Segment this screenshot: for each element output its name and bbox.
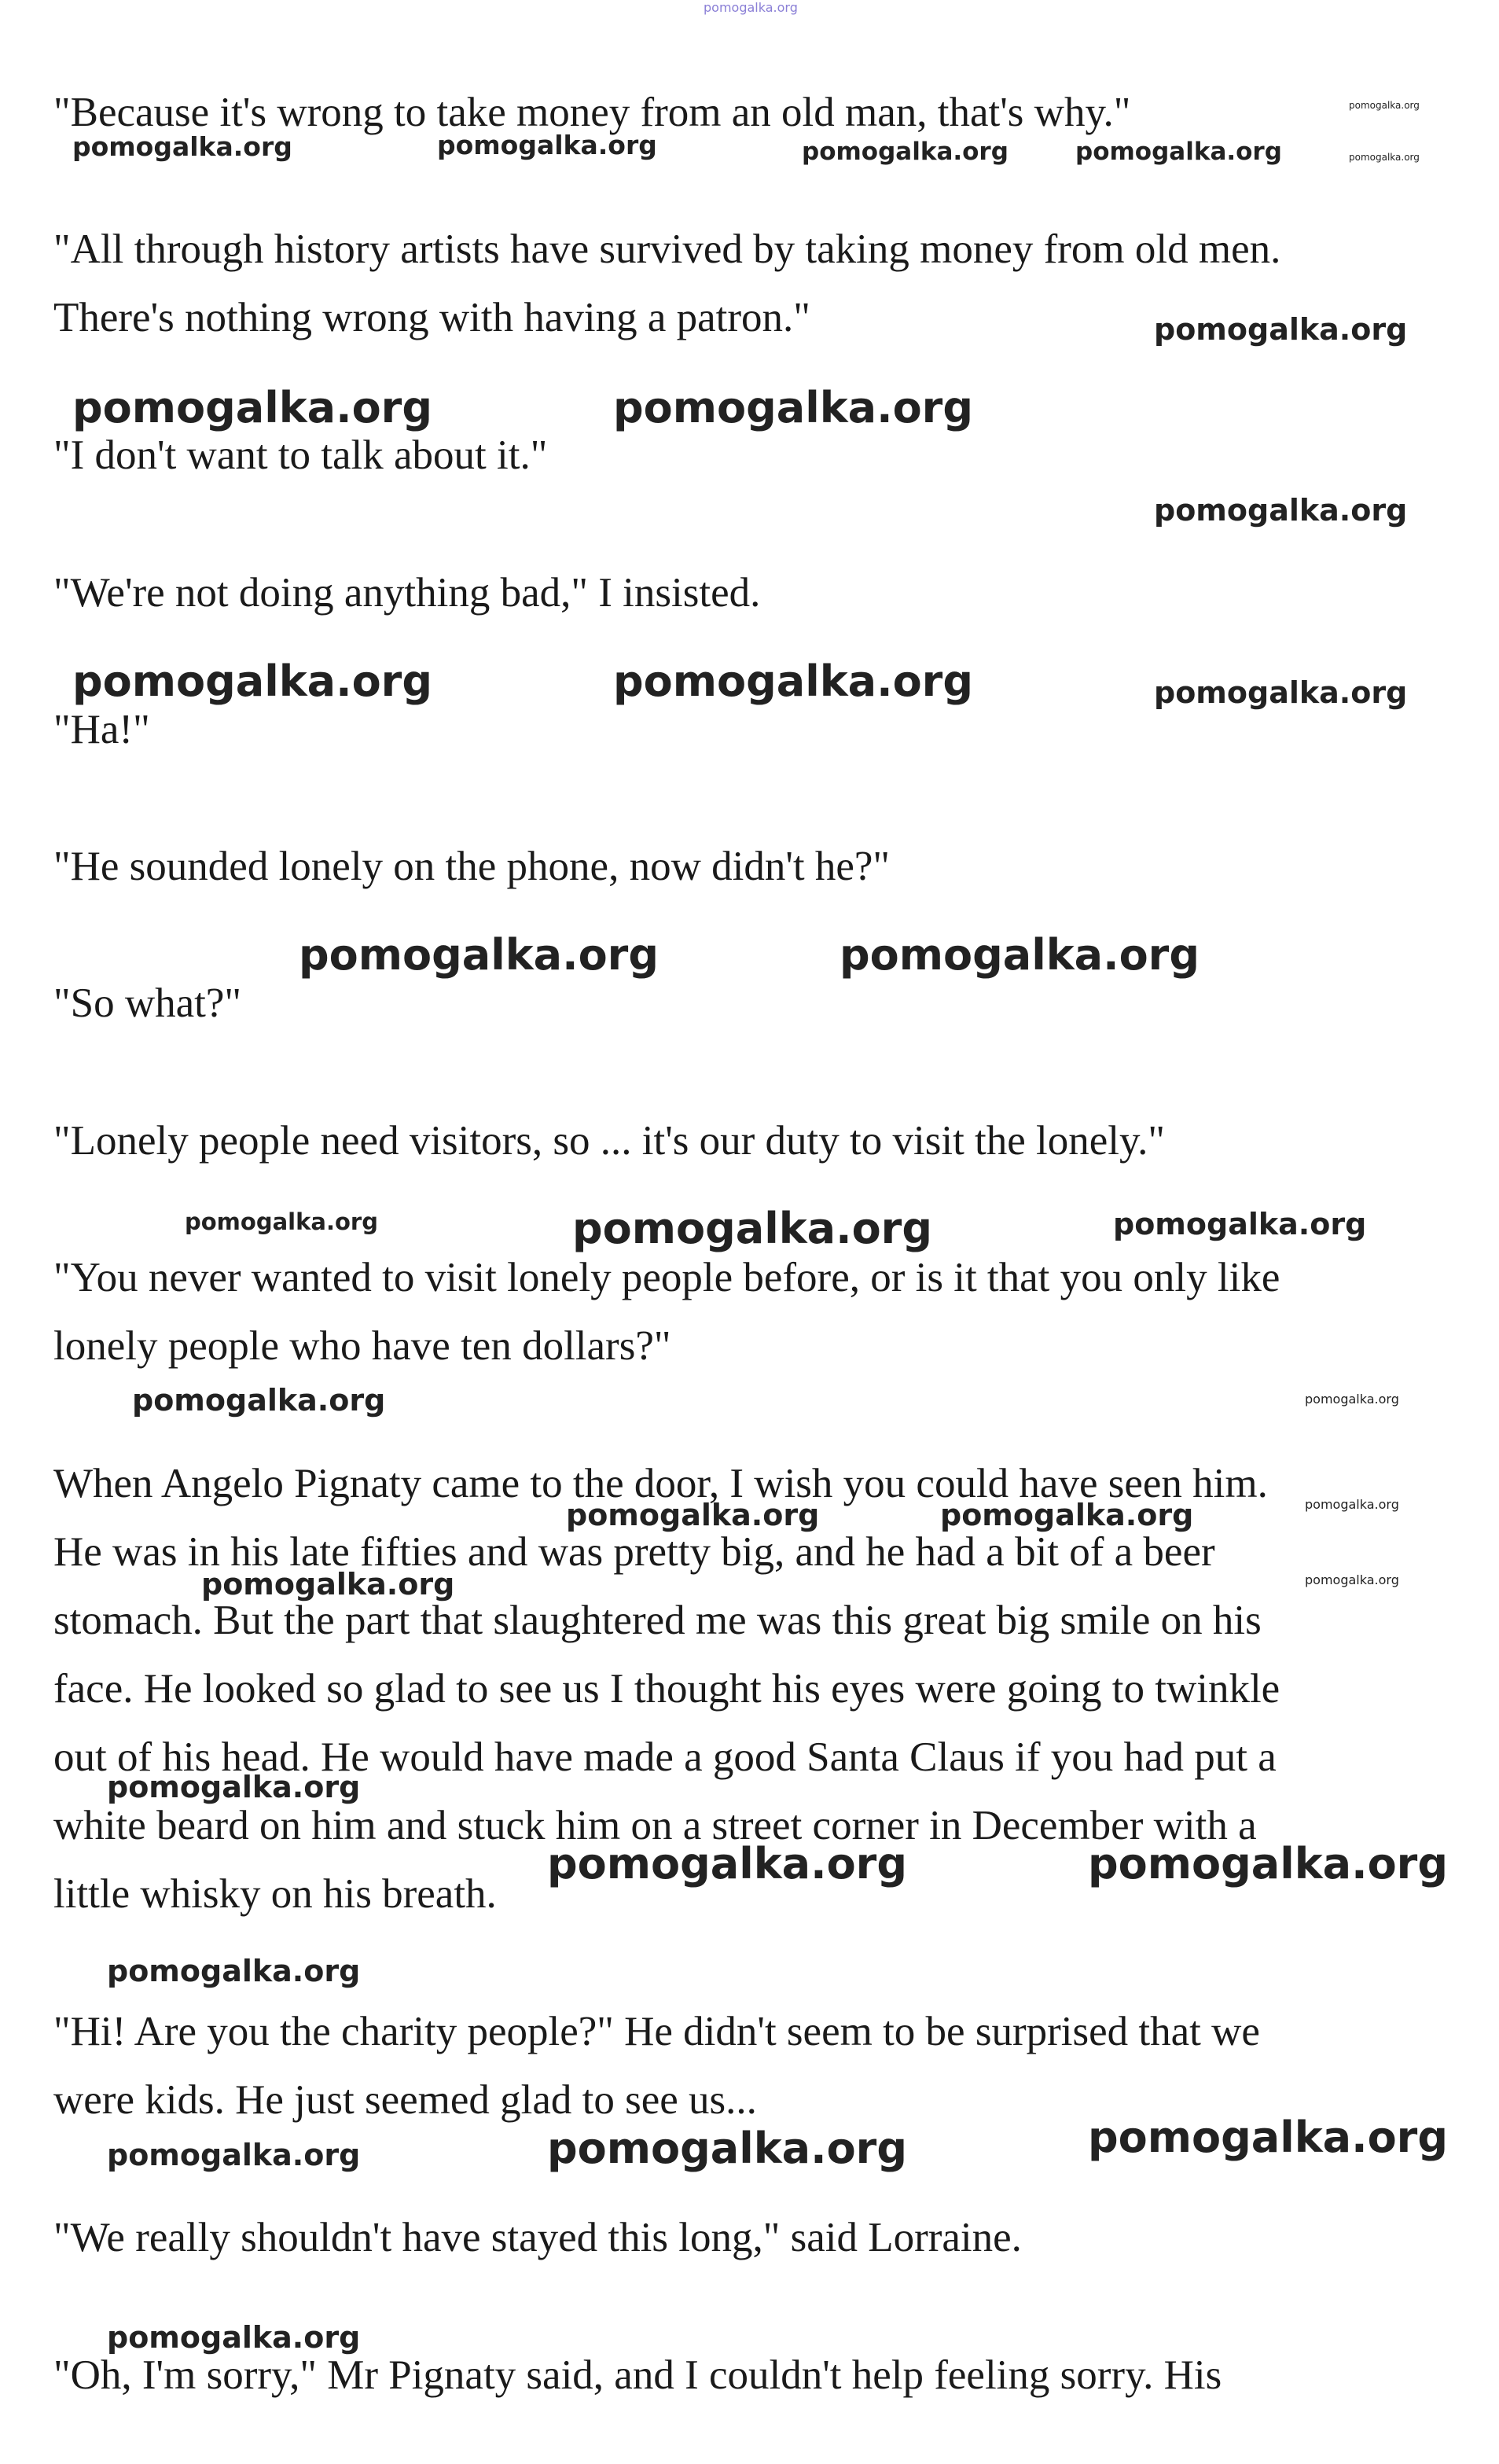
- watermark: pomogalka.org: [107, 1770, 361, 1804]
- watermark: pomogalka.org: [1349, 100, 1420, 111]
- watermark: pomogalka.org: [1305, 1572, 1399, 1587]
- watermark: pomogalka.org: [132, 1383, 386, 1418]
- paragraph-12: "We really shouldn't have stayed this long," said Lorraine.: [53, 2215, 1022, 2260]
- paragraph-8: "Lonely people need visitors, so ... it's our duty to visit the lonely.": [53, 1118, 1165, 1164]
- watermark: pomogalka.org: [1075, 138, 1282, 166]
- watermark: pomogalka.org: [613, 656, 973, 706]
- watermark: pomogalka.org: [201, 1567, 455, 1602]
- watermark: pomogalka.org: [940, 1498, 1194, 1532]
- watermark: pomogalka.org: [72, 383, 432, 432]
- paragraph-7: "So what?": [53, 980, 242, 1026]
- paragraph-6: "He sounded lonely on the phone, now didn't he?": [53, 844, 891, 889]
- watermark: pomogalka.org: [1154, 675, 1408, 710]
- watermark: pomogalka.org: [1305, 1497, 1399, 1512]
- watermark: pomogalka.org: [547, 1839, 907, 1888]
- paragraph-4: "We're not doing anything bad," I insisted.: [53, 570, 761, 616]
- watermark: pomogalka.org: [299, 930, 659, 980]
- watermark: pomogalka.org: [704, 0, 798, 15]
- watermark: pomogalka.org: [107, 2320, 361, 2355]
- watermark: pomogalka.org: [1154, 312, 1408, 347]
- watermark: pomogalka.org: [185, 1208, 378, 1235]
- watermark: pomogalka.org: [547, 2124, 907, 2173]
- paragraph-10: When Angelo Pignaty came to the door, I wish you could have seen him. He was in his late fifties and was pretty big, and he had a bit of a beer stomach. But the part that slaughtered me was this great big smile on his face. He looked so glad to see us I thought his eyes were going to twinkle out of his head. He would have made a good Santa Claus if you had put a white beard on him and stuck him on a street corner in December with a little whisky on his breath.: [53, 1461, 1280, 1917]
- watermark: pomogalka.org: [613, 383, 973, 432]
- watermark: pomogalka.org: [1349, 152, 1420, 163]
- watermark: pomogalka.org: [1305, 1392, 1399, 1407]
- paragraph-13: "Oh, I'm sorry," Mr Pignaty said, and I couldn't help feeling sorry. His: [53, 2352, 1222, 2398]
- watermark: pomogalka.org: [437, 130, 657, 160]
- watermark: pomogalka.org: [802, 138, 1009, 166]
- paragraph-11: "Hi! Are you the charity people?" He didn't seem to be surprised that we were kids. He just seemed glad to see us...: [53, 2009, 1260, 2123]
- watermark: pomogalka.org: [107, 1954, 361, 1988]
- paragraph-9: "You never wanted to visit lonely people before, or is it that you only like lonely people who have ten dollars?": [53, 1255, 1280, 1369]
- watermark: pomogalka.org: [572, 1204, 932, 1253]
- watermark: pomogalka.org: [72, 656, 432, 706]
- paragraph-2: "All through history artists have survived by taking money from old men. There's nothing wrong with having a patron.": [53, 226, 1281, 340]
- paragraph-1: "Because it's wrong to take money from an old man, that's why.": [53, 90, 1131, 135]
- watermark: pomogalka.org: [72, 131, 292, 162]
- watermark: pomogalka.org: [1113, 1207, 1367, 1241]
- watermark: pomogalka.org: [840, 930, 1200, 980]
- watermark: pomogalka.org: [107, 2138, 361, 2172]
- watermark: pomogalka.org: [566, 1498, 820, 1532]
- watermark: pomogalka.org: [1088, 1839, 1448, 1888]
- paragraph-3: "I don't want to talk about it.": [53, 432, 548, 478]
- watermark: pomogalka.org: [1088, 2113, 1448, 2162]
- paragraph-5: "Ha!": [53, 707, 150, 752]
- watermark: pomogalka.org: [1154, 493, 1408, 528]
